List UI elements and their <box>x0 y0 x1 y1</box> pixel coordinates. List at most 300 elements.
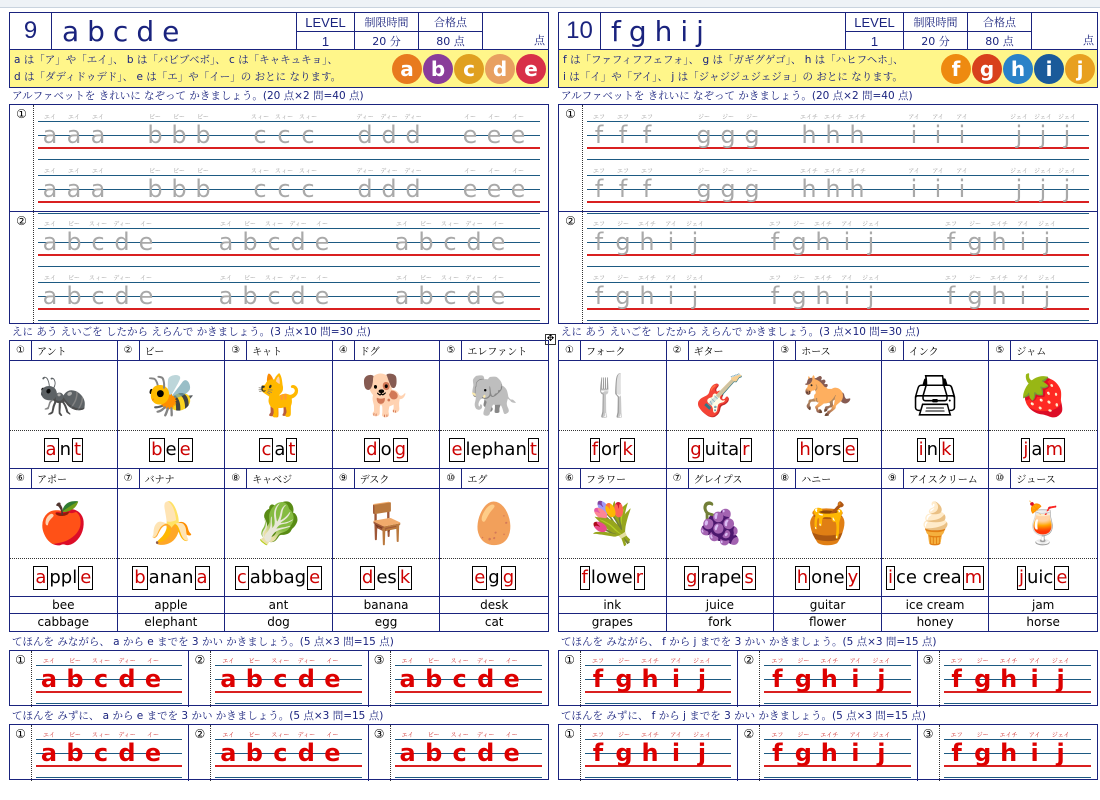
trace-letter: ジー g <box>615 658 633 693</box>
item-number: ③ <box>774 341 796 360</box>
answer-word[interactable] <box>333 559 440 596</box>
trace-letter: アイ i <box>956 114 968 149</box>
pass-label: 合格点 <box>967 13 1031 32</box>
trace-letter: エイチ h <box>823 114 842 149</box>
picture-illustration: 🍴 <box>559 361 666 431</box>
picture-cell <box>774 341 882 469</box>
last-letter-box[interactable]: y <box>847 566 859 588</box>
score-field[interactable]: 点 <box>1031 13 1097 50</box>
picture-illustration: 🐘 <box>440 361 548 431</box>
item-number: ② <box>118 341 140 360</box>
time-value: 20 分 <box>354 32 418 50</box>
trace-letter: エイ a <box>90 168 106 203</box>
first-letter-box[interactable]: f <box>591 438 599 460</box>
question-number: ① <box>559 725 581 781</box>
picture-illustration: 🎸 <box>667 361 774 431</box>
first-letter-box[interactable]: g <box>686 566 698 588</box>
writing-lines <box>587 163 1089 217</box>
pronunciation-info <box>9 50 549 88</box>
trace-letter: ジェイ j <box>862 275 880 310</box>
trace-letter: エイチ h <box>640 732 659 767</box>
last-letter-box[interactable]: e <box>80 566 92 588</box>
practice-with-model <box>9 650 549 706</box>
word-choice: jam <box>989 597 1097 614</box>
first-letter-box[interactable]: i <box>887 566 893 588</box>
word-middle: anan <box>148 567 194 588</box>
practice-box[interactable] <box>738 651 917 707</box>
trace-letter: アイ i <box>1028 658 1041 693</box>
trace-letter: ジー g <box>791 275 807 310</box>
trace-letter: ジェイ j <box>693 732 711 767</box>
last-letter-box[interactable]: a <box>196 566 208 588</box>
question-number: ③ <box>918 651 940 707</box>
trace-letter: ジェイ j <box>1058 168 1076 203</box>
trace-letter: エフ f <box>944 275 957 310</box>
word-middle: lephan <box>465 439 527 460</box>
letter-badge-b: b <box>423 54 453 84</box>
answer-word[interactable] <box>118 431 225 468</box>
last-letter-box[interactable]: k <box>622 438 633 460</box>
trace-letter: ビー b <box>245 658 263 693</box>
trace-letter: イー e <box>324 732 341 767</box>
item-number: ④ <box>882 341 904 360</box>
info-line-2: i は「イ」や「アイ」、 j は「ジャジジュジェジョ」の おとに なります。 <box>563 70 903 83</box>
picture-instruction: えに あう えいごを したから えらんで かきましょう。(3 点×10 問=30 点) <box>561 326 920 338</box>
last-letter-box[interactable]: m <box>964 566 983 588</box>
writing-lines <box>38 270 540 324</box>
picture-cell <box>667 341 775 469</box>
letter-badge-j: j <box>1065 54 1095 84</box>
question-number: ② <box>559 212 583 323</box>
trace-letter: エイ a <box>90 114 106 149</box>
word-choice: elephant <box>118 614 226 631</box>
trace-letter: スィー c <box>271 732 290 767</box>
answer-word[interactable] <box>774 559 881 596</box>
item-number: ⑧ <box>225 469 247 488</box>
trace-letter: エフ f <box>768 275 781 310</box>
trace-letter: ビー b <box>418 221 434 256</box>
answer-word[interactable] <box>118 559 225 596</box>
word-choice: honey <box>882 614 990 631</box>
first-letter-box[interactable]: g <box>690 438 702 460</box>
trace-letter: エイ a <box>42 114 58 149</box>
trace-letter: ビー b <box>195 168 211 203</box>
practice-box[interactable] <box>918 651 1097 707</box>
word-choice: juice <box>667 597 775 614</box>
trace-letter: エイ a <box>220 658 237 693</box>
first-letter-box[interactable]: c <box>236 566 247 588</box>
katakana-label: キャベジ <box>252 475 293 486</box>
pronunciation-info <box>558 50 1098 88</box>
writing-lines <box>38 216 540 270</box>
trace-letter: エフ f <box>591 658 604 693</box>
table-move-handle-icon[interactable]: ✥ <box>546 334 555 344</box>
writing-lines <box>395 727 542 781</box>
trace-letter: エイチ h <box>847 114 866 149</box>
word-middle: rape <box>700 567 742 588</box>
trace-letter: ジー g <box>967 221 983 256</box>
first-letter-box[interactable]: e <box>451 438 463 460</box>
picture-cell <box>333 469 441 596</box>
trace-letter: スィー c <box>91 732 111 767</box>
answer-word[interactable] <box>225 559 332 596</box>
writing-lines <box>38 109 540 163</box>
trace-letter: アイ i <box>849 732 862 767</box>
answer-word[interactable] <box>10 559 117 596</box>
trace-letter: ビー b <box>66 732 84 767</box>
answer-word[interactable] <box>989 559 1097 596</box>
trace-letter: ジー g <box>974 658 992 693</box>
trace-letter: ジェイ j <box>1051 732 1070 767</box>
first-letter-box[interactable]: b <box>151 438 163 460</box>
trace-letter: エイチ h <box>999 732 1018 767</box>
first-letter-box[interactable]: j <box>1023 438 1029 460</box>
trace-letter: ディー d <box>465 221 483 256</box>
trace-letter: イー e <box>314 275 330 310</box>
trace-letter: スィー c <box>88 275 108 310</box>
first-letter-box[interactable]: e <box>474 566 486 588</box>
last-letter-box[interactable]: k <box>399 566 411 588</box>
answer-word[interactable] <box>882 431 989 468</box>
word-middle: or <box>601 439 620 460</box>
trace-letter: ジェイ j <box>1051 658 1070 693</box>
question-number: ② <box>10 212 34 323</box>
practice-box[interactable] <box>10 725 189 781</box>
first-letter-box[interactable]: d <box>361 566 374 588</box>
word-middle: abbag <box>249 567 307 588</box>
picture-cell <box>118 341 226 469</box>
trace-letter: アイ i <box>908 168 920 203</box>
trace-letter: ディー d <box>297 732 316 767</box>
picture-cell <box>989 469 1097 596</box>
last-letter-box[interactable]: t <box>288 438 296 460</box>
trace-letter: イー e <box>486 114 502 149</box>
trace-letter: ディー d <box>380 168 398 203</box>
trace-letter: アイ i <box>1017 275 1029 310</box>
last-letter-box[interactable]: r <box>742 438 750 460</box>
time-label: 制限時間 <box>354 13 418 32</box>
answer-word[interactable] <box>667 431 774 468</box>
word-middle: lowe <box>590 567 633 588</box>
katakana-label: ビー <box>144 347 165 358</box>
window-top-bar <box>0 0 1100 8</box>
trace-letter: エフ f <box>944 221 957 256</box>
answer-word[interactable] <box>882 559 989 596</box>
trace-letter: ジェイ j <box>686 221 704 256</box>
picture-cell <box>440 341 548 469</box>
meta-table <box>845 13 1097 49</box>
writing-lines <box>587 216 1089 270</box>
writing-lines <box>587 109 1089 163</box>
answer-word[interactable] <box>440 431 548 468</box>
practice-box[interactable] <box>559 651 738 707</box>
trace-letter: エフ f <box>771 658 784 693</box>
trace-letter: イー e <box>144 732 162 767</box>
trace-letter: ビー b <box>195 114 211 149</box>
trace-question-1[interactable] <box>9 104 549 212</box>
trace-letter: ジー g <box>794 658 812 693</box>
answer-word[interactable] <box>333 431 440 468</box>
practice-without-model <box>558 724 1098 780</box>
letter-badge-e: e <box>516 54 546 84</box>
trace-letter: ジェイ j <box>1058 114 1076 149</box>
trace-letter: ジェイ j <box>1010 168 1028 203</box>
trace-letter: ジェイ j <box>686 275 704 310</box>
level-label: LEVEL <box>845 13 903 32</box>
writing-lines <box>944 653 1091 707</box>
trace-letter: ジェイ j <box>1034 168 1052 203</box>
trace-letter: エフ f <box>592 275 605 310</box>
trace-letter: ディー d <box>465 275 483 310</box>
last-letter-box[interactable]: s <box>744 566 754 588</box>
first-letter-box[interactable]: f <box>581 566 588 588</box>
question-number: ① <box>559 105 583 211</box>
first-letter-box[interactable]: h <box>799 438 811 460</box>
last-letter-box[interactable]: k <box>941 438 952 460</box>
word-middle: a <box>274 439 286 460</box>
trace-letter: エイ a <box>399 658 416 693</box>
picture-illustration: 🐎 <box>774 361 881 431</box>
writing-lines <box>215 727 361 781</box>
trace-letter: ビー b <box>66 658 84 693</box>
trace-letter: エイチ h <box>820 658 839 693</box>
first-letter-box[interactable]: h <box>796 566 809 588</box>
trace-letter: ジー g <box>720 114 736 149</box>
first-letter-box[interactable]: i <box>918 438 924 460</box>
word-choices <box>9 597 549 632</box>
picture-illustration: 🍎 <box>10 489 117 559</box>
trace-letter: アイ i <box>1028 732 1041 767</box>
katakana-label: エグ <box>467 475 488 486</box>
word-middle: uic <box>1027 567 1054 588</box>
picture-cell <box>118 469 226 596</box>
word-choice: cabbage <box>10 614 118 631</box>
picture-cell <box>882 469 990 596</box>
picture-instruction: えに あう えいごを したから えらんで かきましょう。(3 点×10 問=30 点) <box>12 326 371 338</box>
practice-box[interactable] <box>559 725 738 781</box>
trace-letter: スィー c <box>274 114 294 149</box>
katakana-label: ジュース <box>1016 475 1056 486</box>
picture-grid <box>9 340 549 597</box>
word-middle: n <box>59 439 71 460</box>
trace-letter: ジー g <box>615 732 633 767</box>
trace-letter: スィー c <box>440 275 460 310</box>
trace-letter: エイ a <box>218 275 234 310</box>
picture-illustration: 🍯 <box>774 489 881 559</box>
trace-question-2[interactable] <box>9 212 549 324</box>
word-middle: a <box>1031 439 1043 460</box>
trace-letter: エイチ h <box>999 658 1018 693</box>
katakana-label: バナナ <box>144 475 175 486</box>
practice-box[interactable] <box>369 651 548 707</box>
picture-illustration: 🐕 <box>333 361 440 431</box>
item-number: ③ <box>225 341 247 360</box>
trace-instruction: アルファベットを きれいに なぞって かきましょう。(20 点×2 問=40 点) <box>561 90 913 102</box>
trace-letter: ビー b <box>418 275 434 310</box>
picture-illustration: 🍇 <box>667 489 774 559</box>
word-choice: guitar <box>774 597 882 614</box>
word-middle: ce crea <box>895 567 962 588</box>
letter-badge-g: g <box>972 54 1002 84</box>
trace-letter: ジェイ j <box>693 658 711 693</box>
item-number: ⑦ <box>118 469 140 488</box>
picture-illustration: 🥚 <box>440 489 548 559</box>
practice-instruction-2: てほんを みずに、 a から e までを 3 かい かきましょう。(5 点×3 問=15 点) <box>12 710 384 722</box>
trace-letter: ビー b <box>171 168 187 203</box>
trace-letter: エフ f <box>592 221 605 256</box>
trace-letter: アイ i <box>849 658 862 693</box>
trace-letter: エイチ h <box>640 658 659 693</box>
trace-letter: ジー g <box>744 114 760 149</box>
question-number: ② <box>738 651 760 707</box>
last-letter-box[interactable]: e <box>1056 566 1068 588</box>
letter-badge-c: c <box>454 54 484 84</box>
practice-box[interactable] <box>738 725 917 781</box>
trace-letter: ビー b <box>147 168 163 203</box>
trace-letter: ジー g <box>967 275 983 310</box>
practice-box[interactable] <box>10 651 189 707</box>
trace-letter: ディー d <box>476 732 495 767</box>
last-letter-box[interactable]: r <box>635 566 644 588</box>
word-middle: n <box>926 439 939 460</box>
picture-cell <box>10 341 118 469</box>
info-line-2: d は「ダディドゥデド」、 e は「エ」や「イー」の おとに なります。 <box>14 70 342 83</box>
trace-letter: スィー c <box>250 114 270 149</box>
katakana-label: キャト <box>252 347 283 358</box>
word-middle: e <box>165 439 177 460</box>
word-choice: dog <box>225 614 333 631</box>
trace-letter: エイ a <box>66 168 82 203</box>
first-letter-box[interactable]: b <box>134 566 146 588</box>
trace-letter: エイ a <box>66 114 82 149</box>
picture-illustration: 🍌 <box>118 489 225 559</box>
trace-letter: アイ i <box>956 168 968 203</box>
time-label: 制限時間 <box>903 13 967 32</box>
question-number: ② <box>738 725 760 781</box>
worksheet-header <box>9 12 549 50</box>
answer-word[interactable] <box>667 559 774 596</box>
trace-letter: ディー d <box>380 114 398 149</box>
picture-illustration: 🖨 <box>882 361 989 431</box>
trace-letter: ジェイ j <box>1010 114 1028 149</box>
answer-word[interactable] <box>10 431 117 468</box>
score-field[interactable]: 点 <box>482 13 548 50</box>
practice-box[interactable] <box>918 725 1097 781</box>
answer-word[interactable] <box>559 431 666 468</box>
trace-letter: イー e <box>490 275 506 310</box>
trace-letter: エイ a <box>394 221 410 256</box>
time-value: 20 分 <box>903 32 967 50</box>
picture-illustration: 🐝 <box>118 361 225 431</box>
word-choice: ink <box>559 597 667 614</box>
practice-box[interactable] <box>189 725 368 781</box>
answer-word[interactable] <box>774 431 881 468</box>
last-letter-box[interactable]: t <box>529 438 537 460</box>
trace-letter: ディー d <box>404 168 422 203</box>
trace-letter: エフ f <box>771 732 784 767</box>
trace-letter: エイ a <box>40 658 58 693</box>
writing-lines <box>215 653 361 707</box>
trace-letter: イー e <box>324 658 341 693</box>
trace-letter: エフ f <box>768 221 781 256</box>
last-letter-box[interactable]: e <box>179 438 191 460</box>
picture-illustration: 🍓 <box>989 361 1097 431</box>
writing-lines <box>587 270 1089 324</box>
trace-letter: スィー c <box>264 275 284 310</box>
answer-word[interactable] <box>989 431 1097 468</box>
last-letter-box[interactable]: e <box>309 566 321 588</box>
answer-word[interactable] <box>559 559 666 596</box>
trace-letter: ジェイ j <box>1038 221 1056 256</box>
trace-letter: ディー d <box>289 221 307 256</box>
trace-letter: ジー g <box>974 732 992 767</box>
trace-letter: ジー g <box>720 168 736 203</box>
word-choice: egg <box>333 614 441 631</box>
first-letter-box[interactable]: a <box>35 566 47 588</box>
last-letter-box[interactable]: e <box>844 438 856 460</box>
first-letter-box[interactable]: a <box>45 438 57 460</box>
trace-letter: エイチ h <box>637 275 656 310</box>
first-letter-box[interactable]: c <box>261 438 272 460</box>
picture-illustration: 🍦 <box>882 489 989 559</box>
katakana-label: フォーク <box>586 347 626 358</box>
trace-question-2[interactable] <box>558 212 1098 324</box>
practice-box[interactable] <box>369 725 548 781</box>
katakana-label: グレイプス <box>693 475 743 486</box>
item-number: ⑥ <box>10 469 32 488</box>
trace-letter: イー e <box>510 168 526 203</box>
question-number: ③ <box>369 725 391 781</box>
item-number: ⑥ <box>559 469 581 488</box>
trace-letter: エイチ h <box>813 221 832 256</box>
first-letter-box[interactable]: j <box>1018 566 1024 588</box>
trace-letter: スィー c <box>250 168 270 203</box>
word-choices <box>558 597 1098 632</box>
word-middle: g <box>488 567 500 588</box>
last-letter-box[interactable]: t <box>73 438 82 460</box>
info-line-1: f は「ファフィフフェフォ」、 g は「ガギグゲゴ」、 h は「ハヒフヘホ」、 <box>563 53 904 66</box>
trace-letter: ジー g <box>696 114 712 149</box>
trace-letter: ディー d <box>476 658 495 693</box>
trace-letter: エイ a <box>218 221 234 256</box>
answer-word[interactable] <box>225 431 332 468</box>
word-choice: ant <box>225 597 333 614</box>
last-letter-box[interactable]: g <box>394 438 407 460</box>
writing-lines <box>395 653 542 707</box>
katakana-label: アイスクリーム <box>908 475 978 486</box>
last-letter-box[interactable]: g <box>502 566 515 588</box>
word-choice: grapes <box>559 614 667 631</box>
answer-word[interactable] <box>440 559 548 596</box>
writing-lines <box>944 727 1091 781</box>
trace-letter: スィー c <box>91 658 111 693</box>
trace-letter: エイチ h <box>847 168 866 203</box>
word-choice: cat <box>484 615 504 629</box>
letter-badge-d: d <box>485 54 515 84</box>
trace-letter: ビー b <box>171 114 187 149</box>
last-letter-box[interactable]: m <box>1045 438 1063 460</box>
trace-question-1[interactable] <box>558 104 1098 212</box>
trace-letter: ディー d <box>113 275 131 310</box>
word-choice: desk <box>440 597 548 614</box>
word-middle: es <box>376 567 397 588</box>
trace-letter: イー e <box>144 658 162 693</box>
practice-box[interactable] <box>189 651 368 707</box>
first-letter-box[interactable]: d <box>366 438 378 460</box>
trace-letter: イー e <box>462 168 478 203</box>
lesson-title: fghij <box>611 14 712 48</box>
trace-letter: エイチ h <box>637 221 656 256</box>
